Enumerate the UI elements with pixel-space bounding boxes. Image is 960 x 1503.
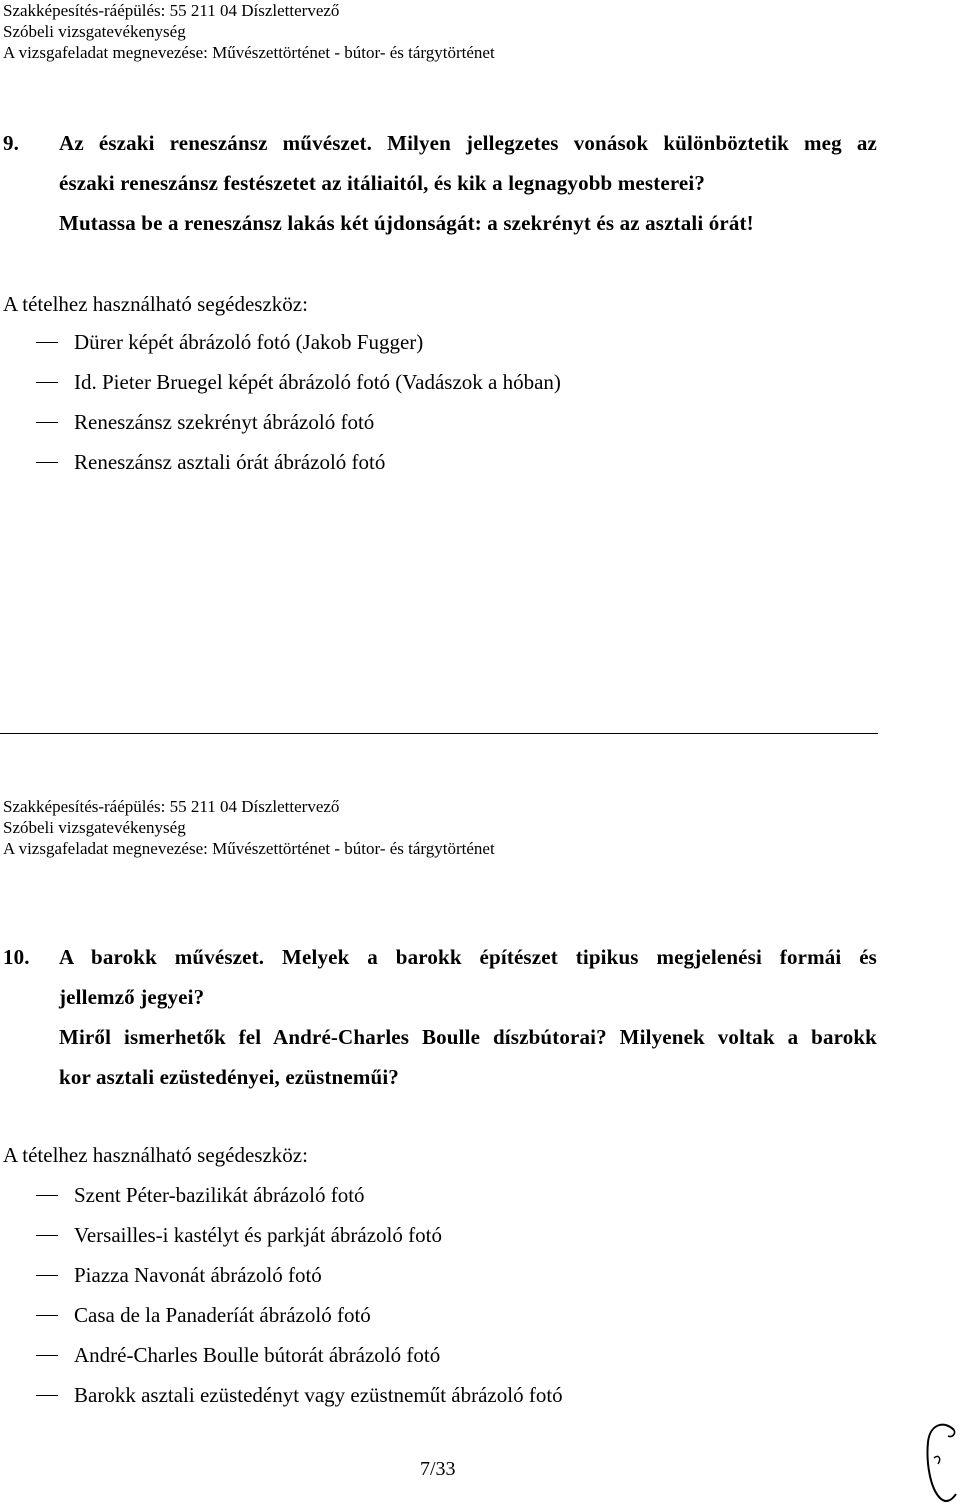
dash-bullet-icon xyxy=(36,1315,58,1316)
header-activity: Szóbeli vizsgatevékenység xyxy=(3,22,186,41)
header-task-name: A vizsgafeladat megnevezése: Művészettörténet - bútor- és tárgytörténet xyxy=(3,43,495,62)
header-task-name: A vizsgafeladat megnevezése: Művészettörténet - bútor- és tárgytörténet xyxy=(3,839,495,858)
page-header xyxy=(3,796,495,859)
list-item: Id. Pieter Bruegel képét ábrázoló fotó (Vadászok a hóban) xyxy=(20,362,561,402)
list-item: Reneszánsz asztali órát ábrázoló fotó xyxy=(20,442,561,482)
dash-bullet-icon xyxy=(36,1395,58,1396)
dash-bullet-icon xyxy=(36,1355,58,1356)
list-item: André-Charles Boulle bútorát ábrázoló fotó xyxy=(20,1335,563,1375)
question-9 xyxy=(3,123,877,243)
dash-bullet-icon xyxy=(36,1275,58,1276)
dash-bullet-icon xyxy=(36,422,58,423)
question-text-line: Miről ismerhetők fel André-Charles Boulle díszbútorai? Milyenek voltak a barokk xyxy=(59,1025,877,1049)
list-item: Piazza Navonát ábrázoló fotó xyxy=(20,1255,563,1295)
list-item: Reneszánsz szekrényt ábrázoló fotó xyxy=(20,402,561,442)
question-number: 10. xyxy=(3,945,30,969)
list-item: Casa de la Panaderíát ábrázoló fotó xyxy=(20,1295,563,1335)
question-text-line: jellemző jegyei? xyxy=(59,985,205,1009)
page-number: 7/33 xyxy=(420,1458,456,1480)
dash-bullet-icon xyxy=(36,382,58,383)
list-item: Versailles-i kastélyt és parkját ábrázoló fotó xyxy=(20,1215,563,1255)
list-item: Szent Péter-bazilikát ábrázoló fotó xyxy=(20,1175,563,1215)
question-text-line: északi reneszánsz festészetet az itáliaitól, és kik a legnagyobb mesterei? xyxy=(59,171,706,195)
question-10 xyxy=(3,937,877,1097)
tools-heading: A tételhez használható segédeszköz: xyxy=(3,292,308,316)
tools-list xyxy=(20,322,561,482)
question-text-line: kor asztali ezüstedényei, ezüstneműi? xyxy=(59,1065,399,1089)
question-text-line: Mutassa be a reneszánsz lakás két újdonságát: a szekrényt és az asztali órát! xyxy=(59,211,754,235)
question-text-line: A barokk művészet. Melyek a barokk építészet tipikus megjelenési formái és xyxy=(59,945,877,969)
header-qualification: Szakképesítés-ráépülés: 55 211 04 Díszlettervező xyxy=(3,1,340,20)
dash-bullet-icon xyxy=(36,1195,58,1196)
tools-list xyxy=(20,1175,563,1415)
question-text-line: Az északi reneszánsz művészet. Milyen jellegzetes vonások különböztetik meg az xyxy=(59,131,877,155)
page-header xyxy=(3,0,495,63)
dash-bullet-icon xyxy=(36,342,58,343)
dash-bullet-icon xyxy=(36,462,58,463)
page-divider xyxy=(0,733,878,734)
tools-heading: A tételhez használható segédeszköz: xyxy=(3,1143,308,1167)
header-activity: Szóbeli vizsgatevékenység xyxy=(3,818,186,837)
question-number: 9. xyxy=(3,131,20,155)
header-qualification: Szakképesítés-ráépülés: 55 211 04 Díszlettervező xyxy=(3,797,340,816)
signature-icon xyxy=(918,1418,960,1503)
list-item: Barokk asztali ezüstedényt vagy ezüstneműt ábrázoló fotó xyxy=(20,1375,563,1415)
list-item: Dürer képét ábrázoló fotó (Jakob Fugger) xyxy=(20,322,561,362)
dash-bullet-icon xyxy=(36,1235,58,1236)
